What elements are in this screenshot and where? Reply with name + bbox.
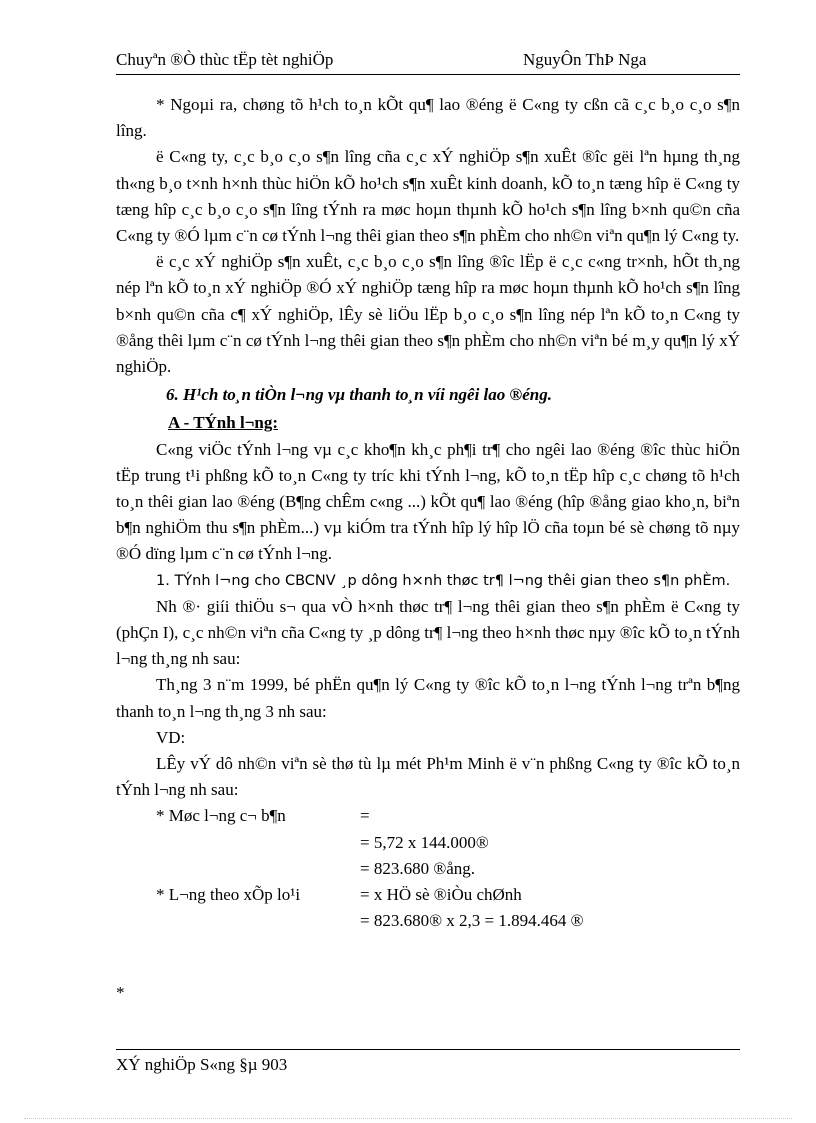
paragraph-4: C«ng viÖc tÝnh l¬ng vµ c¸c kho¶n kh¸c ph¶i tr¶ cho ngêi lao ®éng ®îc thùc hiÖn tËp trung t¹i phßng kÕ to¸n C«ng ty tríc khi tÝnh l¬ng, kÕ to¸n tËp hîp c¸c chøng tõ h¹ch to¸n thêi gian lao ®éng (B¶ng chÊm c«ng ...) kÕt qu¶ lao ®éng (hîp ®ång giao kho¸n, biªn b¶n nghiÖm thu s¶n phÈm...) vµ kiÓm tra tÝnh hîp lý hîp lÖ cña toµn bé sè chøng tõ nµy ®Ó dïng lµm c¨n cø tÝnh l¬ng. bbox=[116, 439, 740, 564]
page-bottom-divider bbox=[24, 1118, 792, 1119]
calc-value-3: = 823.680 ®ång. bbox=[360, 858, 476, 878]
calc-row-ranked-salary bbox=[116, 882, 740, 908]
paragraph-1: * Ngoµi ra, chøng tõ h¹ch to¸n kÕt qu¶ lao ®éng ë C«ng ty cßn cã c¸c b¸o c¸o s¶n lîng. bbox=[116, 95, 740, 141]
calc-row-3 bbox=[116, 856, 740, 882]
subsection-a-title: A - TÝnh l¬ng: bbox=[168, 413, 278, 433]
paragraph-5: 1. TÝnh l¬ng cho CBCNV ¸p dông h×nh thøc tr¶ l¬ng thêi gian theo s¶n phÈm. bbox=[156, 572, 731, 589]
paragraph-7: Th¸ng 3 n¨m 1999, bé phËn qu¶n lý C«ng ty ®îc kÕ to¸n l¬ng tÝnh l¬ng trªn b¶ng thanh to¸n l¬ng th¸ng 3 nh sau: bbox=[116, 675, 740, 721]
paragraph-3: ë c¸c xÝ nghiÖp s¶n xuÊt, c¸c b¸o c¸o s¶n lîng ®îc lËp ë c¸c c«ng tr×nh, hÕt th¸ng nép lªn kÕ to¸n xÝ nghiÖp ®Ó xÝ nghiÖp tæng hîp ra møc hoµn thµnh kÕ ho¹ch s¶n lîng b×nh qu©n cña c¶ xÝ nghiÖp, lÊy sè liÖu lËp b¸o c¸o s¶n lîng nép lªn kÕ to¸n C«ng ty ®ång thêi lµm c¨n cø tÝnh l¬ng thêi gian theo s¶n phÈm cho nh©n viªn bé m¸y qu¶n lý xÝ nghiÖp. bbox=[116, 252, 740, 377]
calc-row-5 bbox=[116, 908, 740, 934]
paragraph-2: ë C«ng ty, c¸c b¸o c¸o s¶n lîng cña c¸c xÝ nghiÖp s¶n xuÊt ®îc gëi lªn hµng th¸ng th«ng b¸o t×nh h×nh thùc hiÖn kÕ ho¹ch s¶n xuÊt kinh doanh, kÕ to¸n tæng hîp ë C«ng ty tæng hîp c¸c b¸o c¸o s¶n lîng tÝnh ra møc hoµn thµnh kÕ ho¹ch s¶n lîng b×nh qu©n cña C«ng ty ®Ó lµm c¨n cø tÝnh l¬ng thêi gian theo s¶n phÈm cho nh©n viªn qu¶n lý C«ng ty. bbox=[116, 147, 740, 246]
section-6-title: 6. H¹ch to¸n tiÒn l¬ng vµ thanh to¸n víi ngêi lao ®éng. bbox=[166, 385, 552, 405]
page-header bbox=[116, 48, 740, 75]
example-label: VD: bbox=[156, 727, 186, 747]
calc-value-5: = 823.680® x 2,3 = 1.894.464 ® bbox=[360, 911, 584, 931]
calc-value-4: = x HÖ sè ®iÒu chØnh bbox=[360, 885, 522, 905]
calc-label-ranked-salary: * L¬ng theo xÕp lo¹i bbox=[156, 885, 301, 905]
calc-row-2 bbox=[116, 830, 740, 856]
calc-row-base-salary bbox=[116, 803, 740, 829]
paragraph-8: LÊy vÝ dô nh©n viªn sè thø tù lµ mét Ph¹m Minh ë v¨n phßng C«ng ty ®îc kÕ to¸n tÝnh l¬ng nh sau: bbox=[116, 754, 740, 800]
footer-text: XÝ nghiÖp S«ng §µ 903 bbox=[116, 1055, 288, 1074]
calc-value-2: = 5,72 x 144.000® bbox=[360, 832, 489, 852]
trailing-asterisk: * bbox=[116, 983, 125, 1002]
header-title: Chuyªn ®Ò thùc tËp tèt nghiÖp bbox=[116, 50, 334, 69]
paragraph-6: Nh ®· giíi thiÖu s¬ qua vÒ h×nh thøc tr¶ l¬ng thêi gian theo s¶n phÈm ë C«ng ty (phÇn I), c¸c nh©n viªn cña C«ng ty ¸p dông tr¶ l¬ng theo h×nh thøc nµy ®îc kÕ to¸n tÝnh l¬ng th¸ng nh sau: bbox=[116, 596, 740, 669]
header-author: NguyÔn ThÞ Nga bbox=[523, 50, 647, 69]
calc-label-base-salary: * Møc l¬ng c¬ b¶n bbox=[156, 806, 286, 826]
document-body bbox=[116, 92, 740, 934]
calc-value-1: = bbox=[360, 806, 370, 826]
page-footer bbox=[116, 1049, 740, 1075]
